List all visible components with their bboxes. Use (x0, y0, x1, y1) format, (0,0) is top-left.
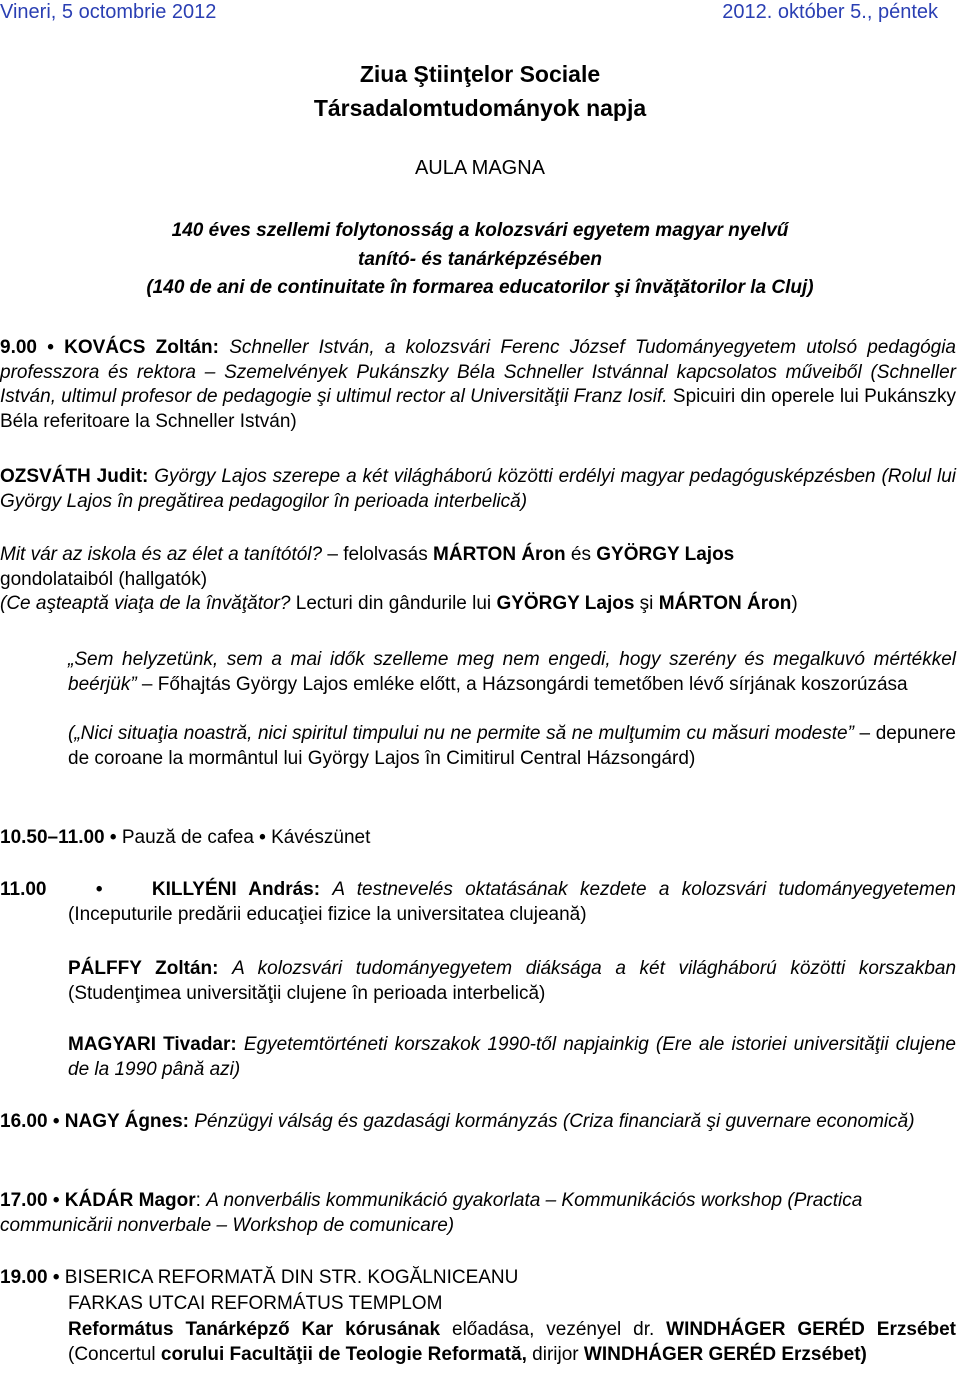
session-concert-venue: 19.00 • BISERICA REFORMATĂ DIN STR. KOGĂLNICEANU (0, 1267, 519, 1288)
talk-title: György Lajos szerepe a két világháború közötti erdélyi magyar pedagógusképzésben (Rolul lui György Lajos în pregătirea pedagogilor în perioada interbelică) (0, 466, 956, 512)
bullet: • (52, 1267, 60, 1288)
wreath-ro: („Nici situaţia noastră, nici spiritul timpului nu ne permite să ne mulţumim cu măsuri modeste” – depunere de coroane la mormântul lui György Lajos în Cimitirul Central Házsongárd) (68, 723, 956, 769)
title-ro: Ziua Ştiinţelor Sociale (359, 61, 601, 87)
talk-title: A testnevelés oktatásának kezdete a kolozsvári tudományegyetemen (332, 879, 956, 900)
session-kadar: 17.00 • KÁDÁR Magor: A nonverbális kommunikáció gyakorlata – Kommunikációs workshop (Practica communicării nonverbale – Workshop de comunicare) (0, 1190, 863, 1236)
concert-venue-hu: FARKAS UTCAI REFORMÁTUS TEMPLOM (68, 1293, 443, 1314)
theme-line-2: tanító- és tanárképzésében (358, 249, 602, 270)
header-date-ro: Vineri, 5 octombrie 2012 (0, 1, 217, 23)
speaker-name: OZSVÁTH Judit: (0, 466, 149, 487)
speaker-name: KOVÁCS Zoltán: (64, 337, 219, 358)
theme-line-1: 140 éves szellemi folytonosság a kolozsvári egyetem magyar nyelvű (171, 220, 789, 241)
bullet: • (95, 879, 103, 900)
talk-title: A nonverbális kommunikáció gyakorlata – Kommunikációs workshop (Practica communicării nonverbale – Workshop de comunicare) (0, 1190, 863, 1236)
talk-title: Schneller István, a kolozsvári Ferenc József Tudományegyetem utolsó pedagógia professzora és rektora – Szemelvények Pukánszky Béla Schneller Istvánnal kapcsolatos műveiből (Schneller István, ultimul profesor de pedagogie şi ultimul rector al Universităţii Franz Iosif. (0, 337, 956, 407)
quote-ro: („Nici situaţia noastră, nici spiritul timpului nu ne permite să ne mulţumim cu măsuri modeste” (68, 723, 854, 744)
speaker-name: KILLYÉNI András: (151, 879, 321, 900)
session-palffy: PÁLFFY Zoltán: A kolozsvári tudományegyetem diáksága a két világháború közötti korszakban (Studenţimea universităţii clujene în perioada interbelică) (68, 958, 957, 1004)
speaker-name: KÁDÁR Magor (64, 1190, 196, 1211)
speaker-name: PÁLFFY Zoltán: (68, 958, 219, 979)
speaker-name: MAGYARI Tivadar: (68, 1034, 237, 1055)
wreath-hu: „Sem helyzetünk, sem a mai idők szelleme meg nem engedi, hogy szerény és megalkuvó mértékkel beérjük” – Főhajtás György Lajos emléke előtt, a Házsongárdi temetőben lévő sírjának koszorúzása (68, 649, 956, 695)
concert-description: Református Tanárképző Kar kórusának előadása, vezényel dr. WINDHÁGER GERÉD Erzsébet (Concertul corului Facultăţii de Teologie Reformată, dirijor WINDHÁGER GERÉD Erzsébet) (68, 1319, 956, 1365)
bullet: • (109, 827, 117, 848)
talk-title-ro: Spicuiri din operele lui Pukánszky Béla referitoare la Schneller István) (0, 386, 956, 432)
talk-title: A kolozsvári tudományegyetem diáksága a két világháború közötti korszakban (232, 958, 957, 979)
speaker-name: NAGY Ágnes: (64, 1111, 189, 1132)
session-kovacs (0, 336, 956, 434)
bullet: • (259, 827, 266, 848)
title-hu: Társadalomtudományok napja (313, 95, 647, 121)
session-time: 9.00 (0, 337, 37, 358)
session-magyari (68, 1033, 956, 1082)
bullet: • (52, 1190, 60, 1211)
session-ozsvath (0, 465, 956, 514)
header-date-hu: 2012. október 5., péntek (722, 1, 938, 23)
coffee-break: 10.50–11.00 • Pauză de cafea • Kávészünet (0, 827, 371, 848)
quote-hu: „Sem helyzetünk, sem a mai idők szelleme meg nem engedi, hogy szerény és megalkuvó mértékkel beérjük” (68, 649, 956, 695)
talk-title: Egyetemtörténeti korszakok 1990-től napjainkig (Ere ale istoriei universităţii clujene de la 1990 până azi) (68, 1034, 956, 1080)
talk-title: Pénzügyi válság és gazdasági kormányzás (Criza financiară şi guvernare economică) (194, 1111, 915, 1132)
theme-line-3: (140 de ani de continuitate în formarea educatorilor şi învăţătorilor la Cluj) (146, 277, 814, 298)
bullet: • (52, 1111, 60, 1132)
venue-title: AULA MAGNA (414, 157, 546, 179)
bullet: • (47, 337, 54, 358)
killyeni-ro: (Inceputurile predării educaţiei fizice la universitatea clujeană) (68, 904, 587, 925)
reading-title-ro: (Ce aşteaptă viaţa de la învăţător? (0, 593, 291, 614)
reading-title-hu: Mit vár az iskola és az élet a tanítótól? (0, 544, 323, 565)
session-reading: Mit vár az iskola és az élet a tanítótól? – felolvasás MÁRTON Áron és GYÖRGY Lajos gondolataiból (hallgatók) (Ce aşteaptă viaţa de la învăţător? Lecturi din gândurile lui GYÖRGY Lajos şi MÁRTON Áron) (0, 544, 798, 614)
session-nagy: 16.00 • NAGY Ágnes: Pénzügyi válság és gazdasági kormányzás (Criza financiară şi guvernare economică) (0, 1111, 915, 1132)
